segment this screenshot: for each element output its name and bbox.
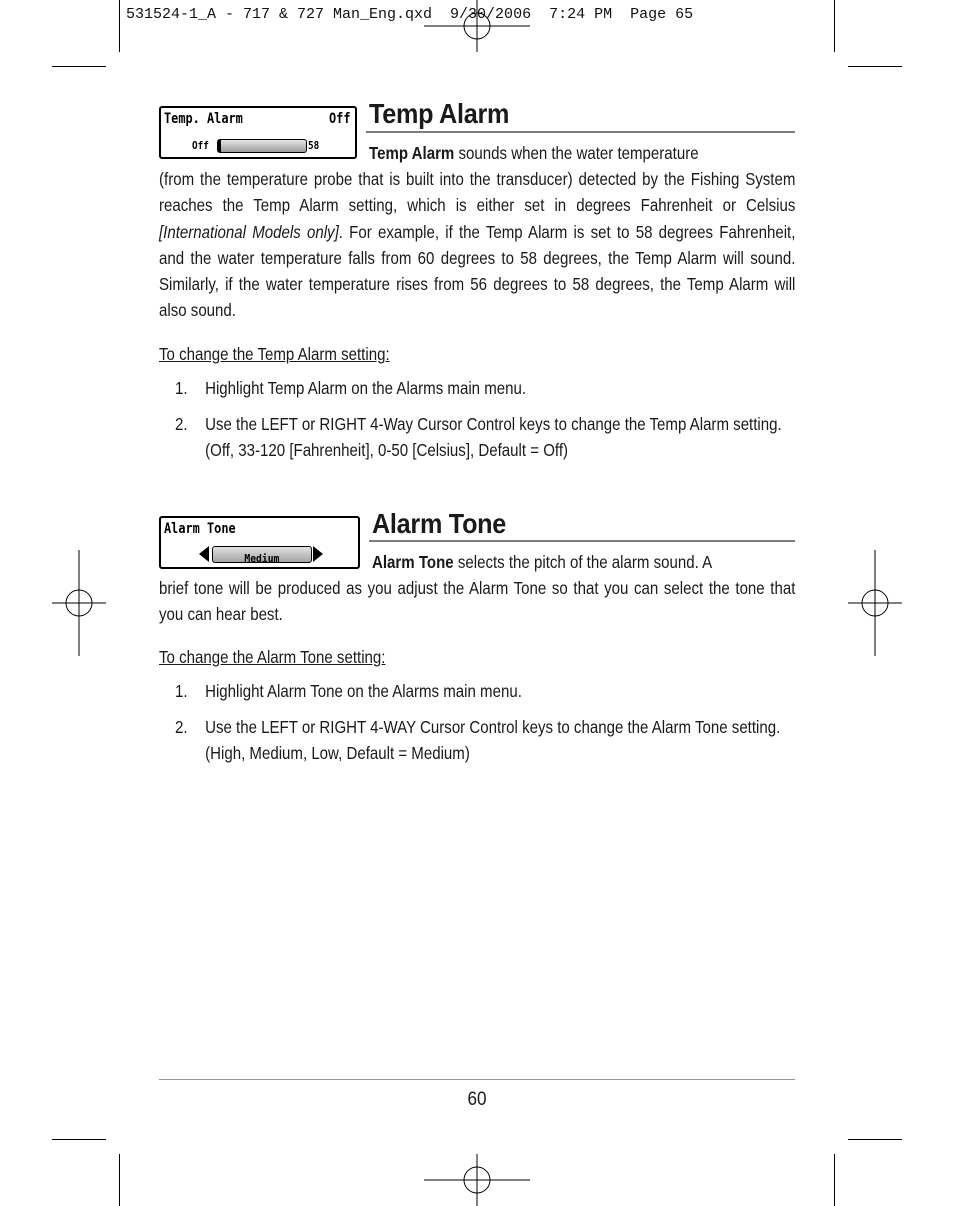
temp-alarm-subheading: To change the Temp Alarm setting: (159, 344, 390, 364)
registration-mark-bottom (424, 1154, 530, 1206)
alarm-tone-intro-bold: Alarm Tone (372, 552, 454, 572)
step-text: Highlight Temp Alarm on the Alarms main menu. (205, 378, 527, 398)
temp-alarm-slider-max: 58 (308, 139, 320, 152)
registration-mark-left (52, 550, 106, 656)
crop-mark-tr-v (834, 0, 835, 52)
temp-alarm-slider-min: Off (192, 139, 209, 152)
step-number: 1. (175, 378, 188, 398)
alarm-tone-heading-rule (369, 540, 795, 542)
step-number: 2. (175, 717, 188, 737)
temp-alarm-paragraph-part2: . For example, if the Temp Alarm is set to 58 degrees Fahrenheit, and the water temperature falls from 60 degrees to 58 degrees, the Temp Alarm will sound. Similarly, if the water temperature rises from 56 degrees to 58 degrees, the Temp Alarm will also sound. (159, 221, 796, 321)
temp-alarm-widget-label: Temp. Alarm (164, 111, 243, 127)
page-number: 60 (467, 1089, 487, 1110)
temp-alarm-slider-fill (218, 140, 221, 152)
temp-alarm-intro-bold: Temp Alarm (369, 143, 455, 163)
temp-alarm-paragraph-italic: [International Models only] (159, 221, 339, 242)
step-text: Use the LEFT or RIGHT 4-Way Cursor Control keys to change the Temp Alarm setting. (Off, 33-120 [Fahrenheit], 0-50 [Celsius], Default = Off) (205, 414, 782, 461)
alarm-tone-paragraph: brief tone will be produced as you adjust the Alarm Tone so that you can select the tone that you can hear best. (159, 578, 796, 625)
temp-alarm-intro-line (369, 140, 796, 166)
temp-alarm-heading: Temp Alarm (369, 98, 510, 129)
crop-mark-tr-h (848, 66, 902, 67)
print-slug: 531524-1_A - 717 & 727 Man_Eng.qxd 9/30/2006 7:24 PM Page 65 (126, 6, 694, 23)
registration-mark-top (424, 0, 530, 52)
step-text: Use the LEFT or RIGHT 4-WAY Cursor Control keys to change the Alarm Tone setting. (High, Medium, Low, Default = Medium) (205, 717, 781, 764)
alarm-tone-widget-label: Alarm Tone (164, 521, 236, 537)
alarm-tone-heading: Alarm Tone (372, 508, 507, 539)
right-arrow-icon (313, 546, 323, 562)
alarm-tone-widget-value: Medium (244, 552, 280, 565)
registration-mark-right (848, 550, 902, 656)
alarm-tone-menu-widget (159, 516, 360, 569)
footer-rule (159, 1079, 795, 1080)
left-arrow-icon (199, 546, 209, 562)
crop-mark-br-h (848, 1139, 902, 1140)
step-number: 2. (175, 414, 188, 434)
temp-alarm-paragraph (159, 166, 795, 324)
temp-alarm-heading-rule (366, 131, 795, 133)
step-text: Highlight Alarm Tone on the Alarms main menu. (205, 681, 522, 701)
crop-mark-bl-h (52, 1139, 106, 1140)
alarm-tone-subheading: To change the Alarm Tone setting: (159, 647, 386, 667)
crop-mark-tl-h (52, 66, 106, 67)
alarm-tone-intro-rest: selects the pitch of the alarm sound. A (453, 552, 713, 572)
crop-mark-br-v (834, 1154, 835, 1206)
temp-alarm-widget-value: Off (329, 111, 351, 127)
alarm-tone-intro-line (372, 549, 796, 575)
crop-mark-bl-v (119, 1154, 120, 1206)
temp-alarm-menu-widget (159, 106, 357, 159)
temp-alarm-intro-rest: sounds when the water temperature (454, 143, 699, 163)
temp-alarm-slider-track (217, 139, 307, 153)
crop-mark-tl-v (119, 0, 120, 52)
temp-alarm-paragraph-part1: (from the temperature probe that is built into the transducer) detected by the Fishing System reaches the Temp Alarm setting, which is either set in degrees Fahrenheit or Celsius (159, 169, 796, 216)
step-number: 1. (175, 681, 188, 701)
alarm-tone-value-field (212, 546, 312, 563)
